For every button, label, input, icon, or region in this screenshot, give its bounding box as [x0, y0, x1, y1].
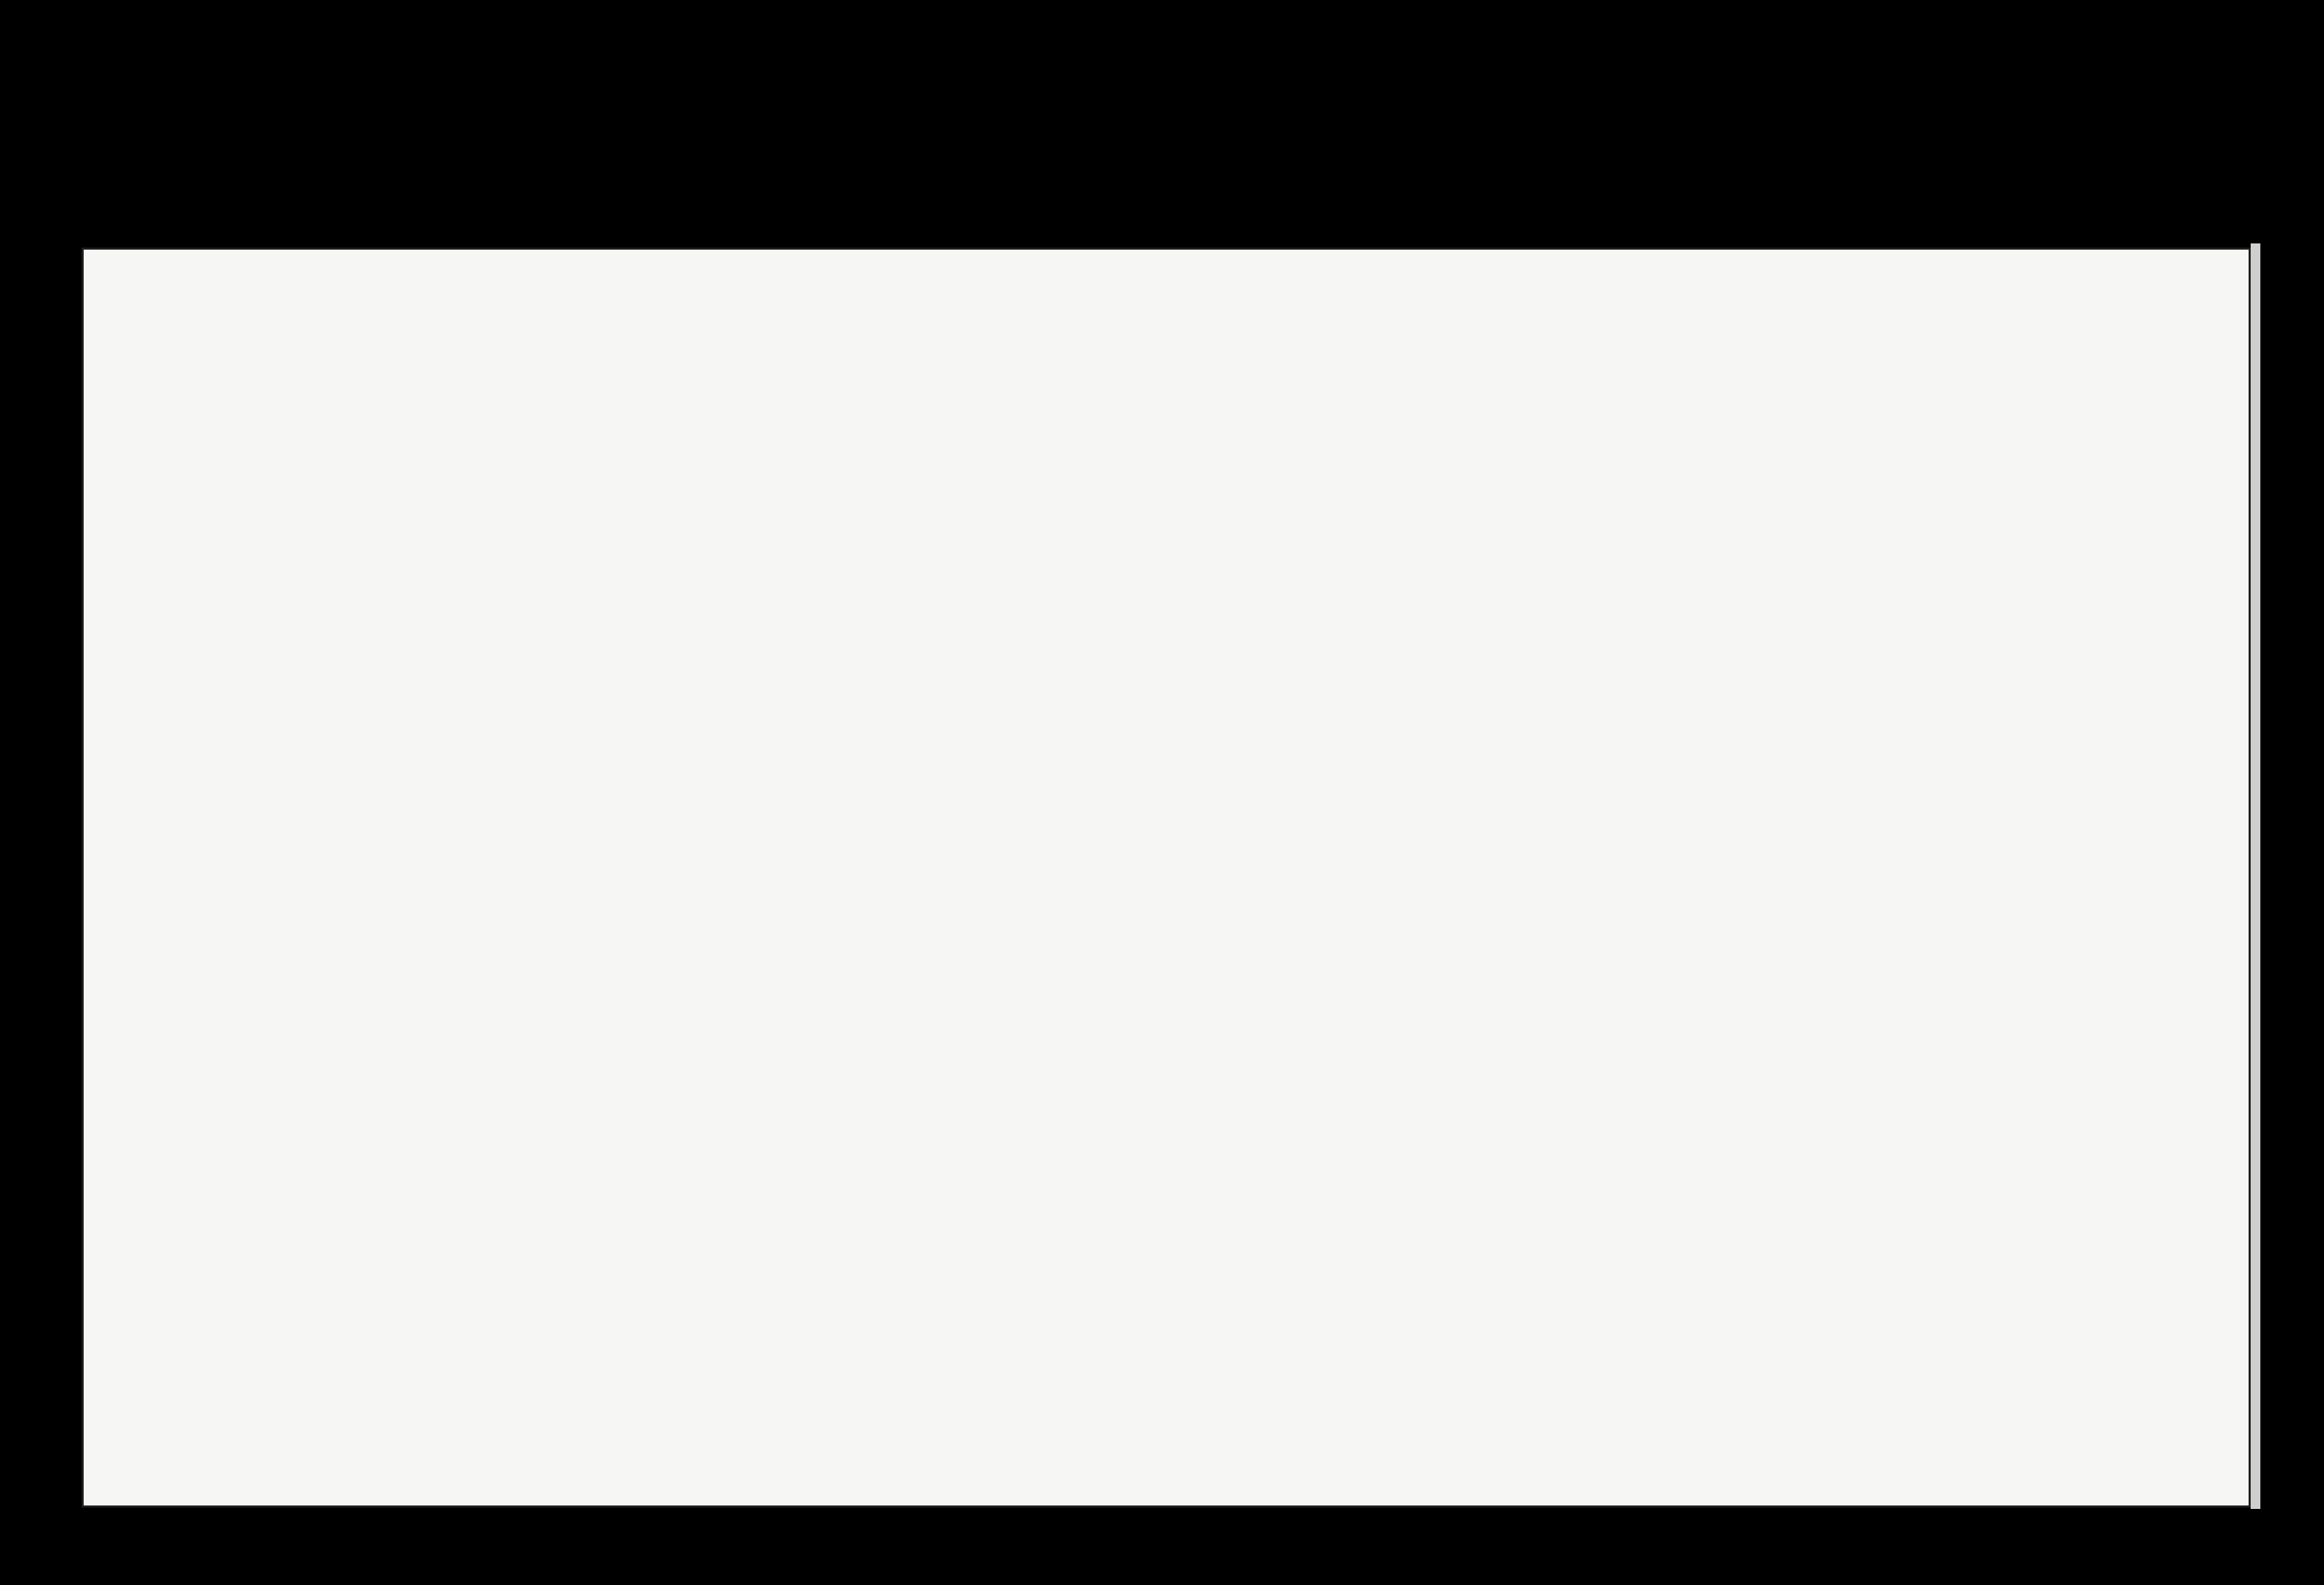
page-edge	[2251, 243, 2260, 1509]
form-grid-lines	[84, 250, 2251, 1508]
census-form-sheet	[82, 248, 2251, 1508]
